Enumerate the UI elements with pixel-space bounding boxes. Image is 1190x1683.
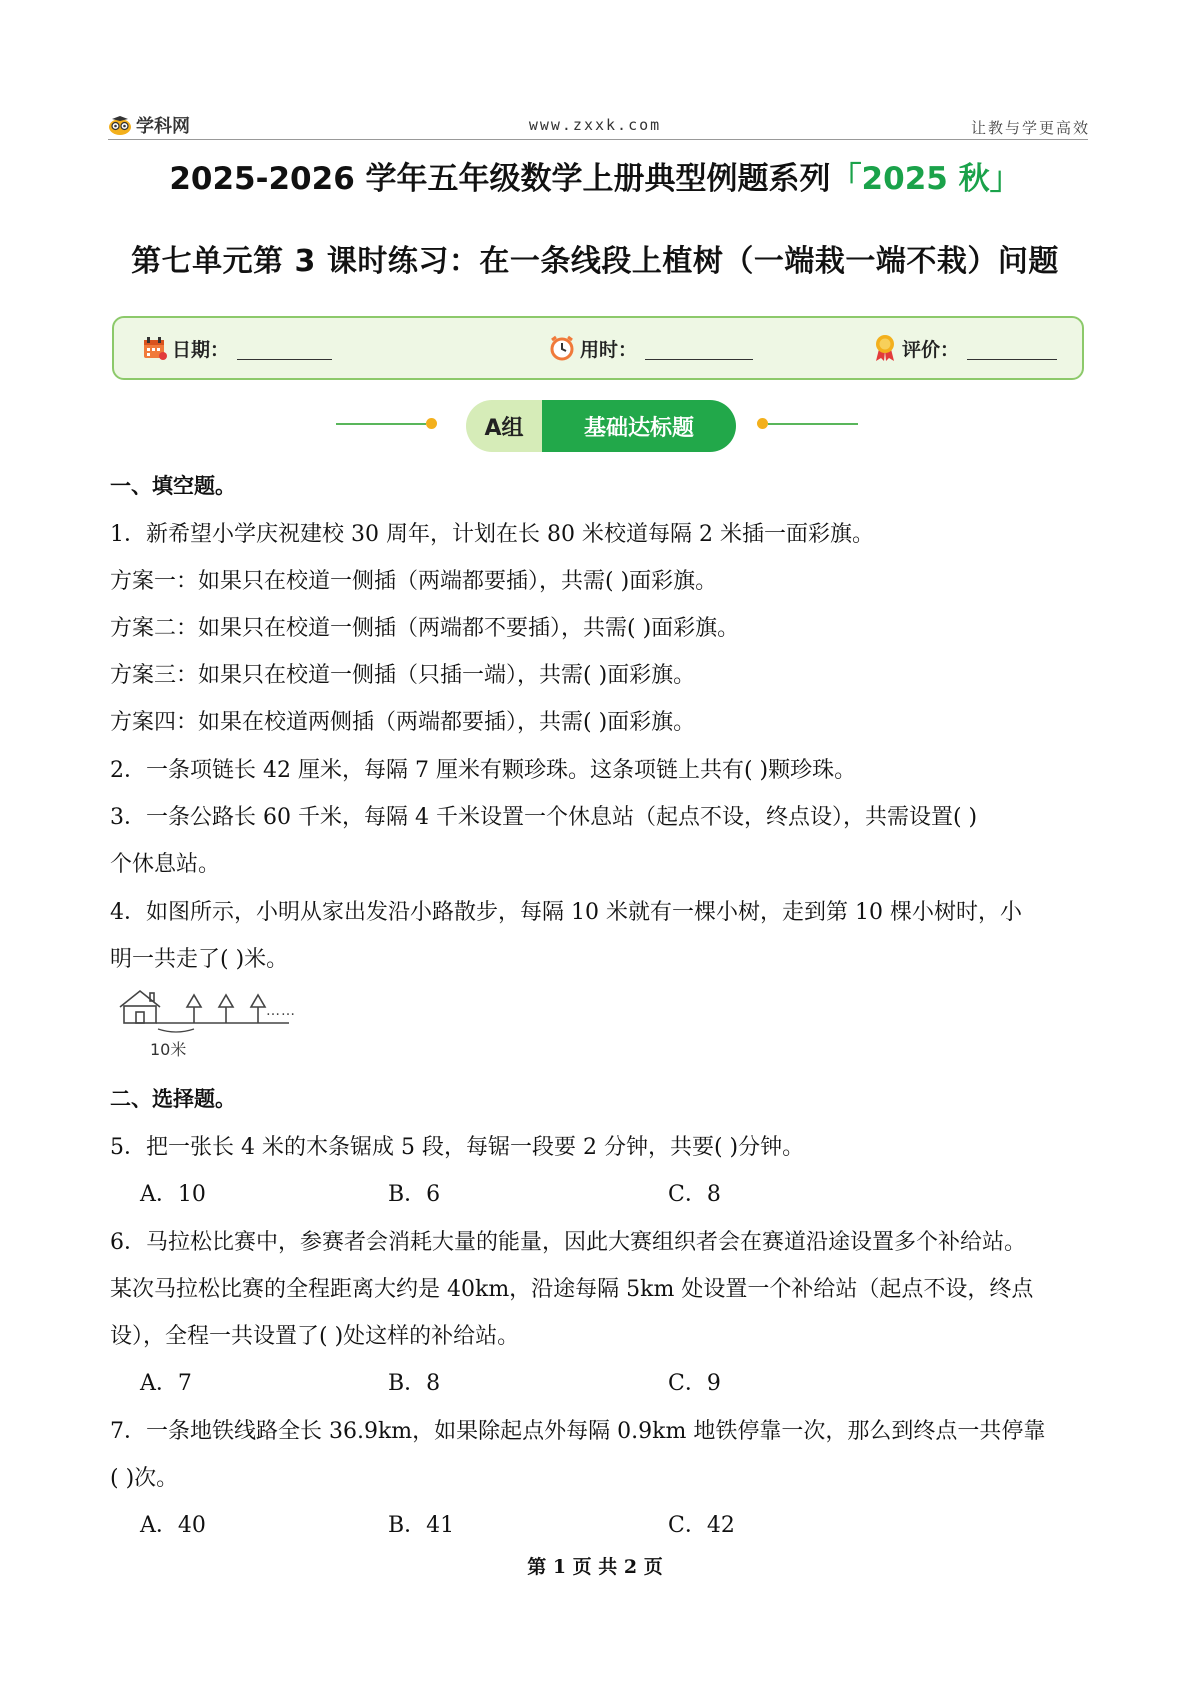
question-7-line-2: ( )次。 bbox=[110, 1466, 179, 1491]
question-1-plan-4: 方案四：如果在校道两侧插（两端都要插），共需( )面彩旗。 bbox=[110, 710, 696, 735]
page-title bbox=[0, 153, 1190, 198]
tree-icon bbox=[251, 995, 265, 1023]
date-label: 日期： bbox=[172, 338, 230, 361]
house-icon bbox=[120, 991, 160, 1023]
eval-blank[interactable] bbox=[967, 337, 1057, 360]
q6-option-c[interactable]: C．9 bbox=[668, 1371, 721, 1396]
q5-option-c[interactable]: C．8 bbox=[668, 1182, 721, 1207]
question-6-line-3: 设），全程一共设置了( )处这样的补给站。 bbox=[110, 1324, 520, 1349]
page-subtitle: 第七单元第 3 课时练习：在一条线段上植树（一端栽一端不栽）问题 bbox=[131, 244, 1059, 279]
date-field bbox=[142, 318, 332, 378]
q7-option-b[interactable]: B．41 bbox=[388, 1513, 455, 1538]
group-tag: A组 bbox=[466, 400, 542, 452]
figure-distance-label: 10米 bbox=[150, 1040, 187, 1059]
figure-ellipsis: …… bbox=[266, 1003, 296, 1019]
question-7-line-1: 7．一条地铁线路全长 36.9km，如果除起点外每隔 0.9km 地铁停靠一次，那么到终点一共停靠 bbox=[110, 1419, 1046, 1444]
question-5: 5．把一张长 4 米的木条锯成 5 段，每锯一段要 2 分钟，共要( )分钟。 bbox=[110, 1135, 805, 1160]
q5-option-a[interactable]: A．10 bbox=[140, 1182, 206, 1207]
section-choice-heading: 二、选择题。 bbox=[110, 1087, 236, 1111]
group-dot-right bbox=[757, 418, 768, 429]
page-number: 第 1 页 共 2 页 bbox=[527, 1556, 663, 1578]
group-line-left bbox=[336, 423, 426, 425]
eval-field bbox=[872, 318, 1057, 378]
q6-option-b[interactable]: B．8 bbox=[388, 1371, 441, 1396]
eval-label: 评价： bbox=[902, 338, 960, 361]
question-1-plan-3: 方案三：如果只在校道一侧插（只插一端），共需( )面彩旗。 bbox=[110, 663, 696, 688]
award-ribbon-icon bbox=[872, 334, 898, 362]
alarm-clock-icon bbox=[548, 334, 576, 362]
question-4-figure bbox=[116, 985, 316, 1060]
tree-icon bbox=[187, 995, 201, 1023]
q7-option-c[interactable]: C．42 bbox=[668, 1513, 735, 1538]
question-1-plan-1: 方案一：如果只在校道一侧插（两端都要插），共需( )面彩旗。 bbox=[110, 569, 718, 594]
question-6-line-2: 某次马拉松比赛的全程距离大约是 40km，沿途每隔 5km 处设置一个补给站（起点不设，终点 bbox=[110, 1277, 1034, 1302]
calendar-icon bbox=[142, 335, 168, 361]
question-4-line-2: 明一共走了( )米。 bbox=[110, 947, 289, 972]
q5-option-b[interactable]: B．6 bbox=[388, 1182, 441, 1207]
title-main: 2025-2026 学年五年级数学上册典型例题系列 bbox=[169, 161, 831, 197]
section-fill-heading: 一、填空题。 bbox=[110, 474, 236, 498]
site-url: www.zxxk.com bbox=[528, 116, 662, 134]
question-1: 1．新希望小学庆祝建校 30 周年，计划在长 80 米校道每隔 2 米插一面彩旗。 bbox=[110, 522, 874, 547]
question-3-line-2: 个休息站。 bbox=[110, 852, 221, 877]
question-1-plan-2: 方案二：如果只在校道一侧插（两端都不要插），共需( )面彩旗。 bbox=[110, 616, 740, 641]
group-dot-left bbox=[426, 418, 437, 429]
title-highlight: 「2025 秋」 bbox=[830, 161, 1021, 197]
group-name: 基础达标题 bbox=[542, 400, 736, 452]
question-3-line-1: 3．一条公路长 60 千米，每隔 4 千米设置一个休息站（起点不设，终点设），共需设置( ) bbox=[110, 805, 978, 830]
question-6-line-1: 6．马拉松比赛中，参赛者会消耗大量的能量，因此大赛组织者会在赛道沿途设置多个补给站。 bbox=[110, 1230, 1027, 1255]
group-line-right bbox=[768, 423, 858, 425]
time-field bbox=[548, 318, 753, 378]
tree-icon bbox=[219, 995, 233, 1023]
q7-option-a[interactable]: A．40 bbox=[140, 1513, 206, 1538]
question-2: 2．一条项链长 42 厘米，每隔 7 厘米有颗珍珠。这条项链上共有( )颗珍珠。 bbox=[110, 758, 857, 783]
question-4-line-1: 4．如图所示，小明从家出发沿小路散步，每隔 10 米就有一棵小树，走到第 10 棵小树时，小 bbox=[110, 900, 1022, 925]
header-divider bbox=[108, 139, 1088, 140]
time-label: 用时： bbox=[580, 338, 638, 361]
logo-text: 学科网 bbox=[136, 116, 190, 137]
slogan: 让教与学更高效 bbox=[970, 119, 1090, 137]
info-box bbox=[112, 316, 1084, 380]
date-blank[interactable] bbox=[237, 337, 332, 360]
q6-option-a[interactable]: A．7 bbox=[140, 1371, 192, 1396]
time-blank[interactable] bbox=[645, 337, 753, 360]
group-pill bbox=[466, 400, 736, 452]
